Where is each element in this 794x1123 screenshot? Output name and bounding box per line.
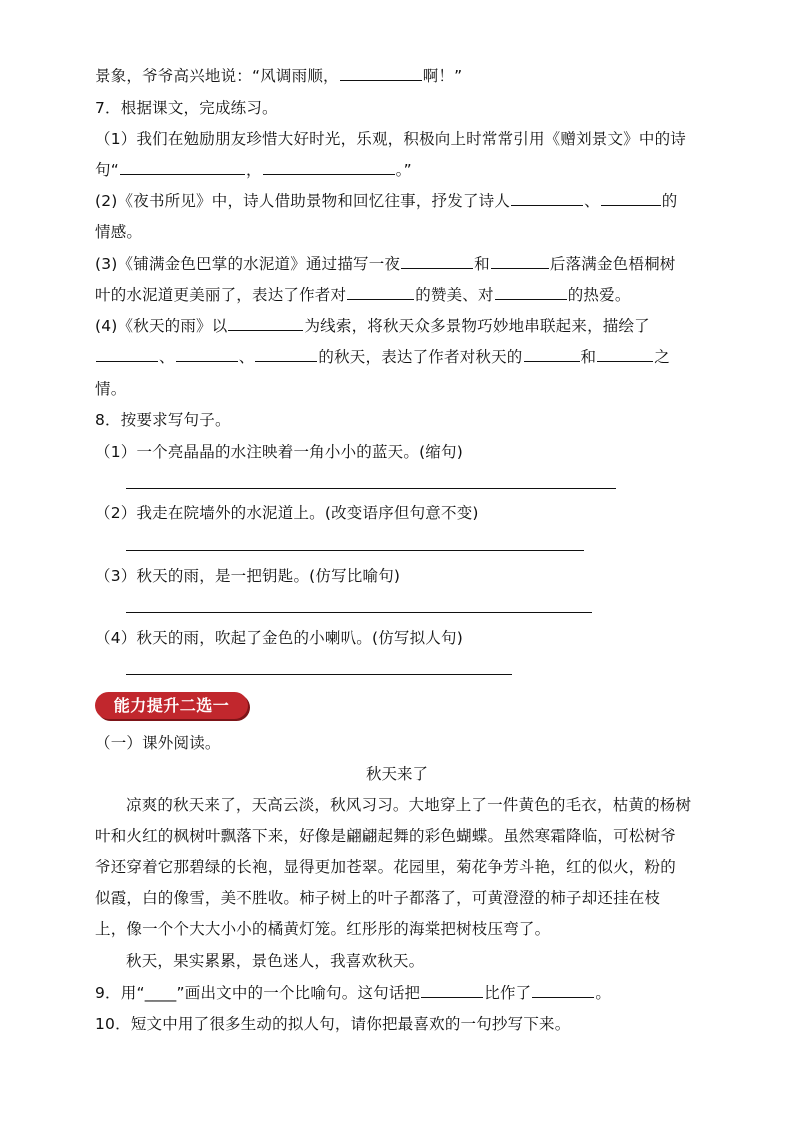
section-badge — [95, 692, 248, 719]
answer-blank[interactable] — [401, 254, 473, 269]
answer-blank[interactable] — [524, 347, 580, 362]
intro-text: 景象，爷爷高兴地说：“风调雨顺， — [95, 67, 339, 85]
question-9-text — [95, 983, 611, 1003]
q9-stem: 9．用“ — [95, 984, 145, 1002]
answer-blank[interactable] — [491, 254, 549, 269]
q9-mid: ”画出文中的一个比喻句。这句话把 — [176, 984, 421, 1002]
question-7-4-text-end: 情。 — [95, 380, 127, 398]
passage-line: 秋天，果实累累，景色迷人，我喜欢秋天。 — [126, 952, 425, 970]
answer-blank[interactable] — [96, 347, 158, 362]
answer-blank[interactable] — [263, 160, 395, 175]
question-8-3-text: （3）秋天的雨，是一把钥匙。(仿写比喻句) — [95, 567, 401, 585]
q9-mid2: 比作了 — [484, 984, 532, 1002]
answer-line[interactable] — [126, 488, 616, 489]
q7-3-tail: 的热爱。 — [567, 286, 631, 304]
answer-blank[interactable] — [347, 285, 414, 300]
passage-line: 叶和火红的枫树叶飘落下来，好像是翩翩起舞的彩色蝴蝶。虽然寒霜降临，可松树爷 — [95, 827, 676, 845]
q7-4-end: 之 — [654, 348, 670, 366]
answer-blank[interactable] — [532, 983, 594, 998]
question-8-2-text: （2）我走在院墙外的水泥道上。(改变语序但句意不变) — [95, 504, 479, 522]
answer-line[interactable] — [126, 550, 584, 551]
answer-blank[interactable] — [495, 285, 567, 300]
question-7-1-text: （1）我们在勉励朋友珍惜大好时光，乐观，积极向上时常常引用《赠刘景文》中的诗 — [95, 130, 686, 148]
answer-blank[interactable] — [228, 316, 303, 331]
q7-3-cont: 叶的水泥道更美丽了，表达了作者对 — [95, 286, 347, 304]
answer-line[interactable] — [126, 612, 592, 613]
q7-2-end: 的 — [661, 192, 678, 210]
question-7-4-text-cont — [95, 347, 670, 367]
q7-3-end: 后落满金色梧桐树 — [549, 255, 676, 273]
q7-3-mid: 的赞美、对 — [415, 286, 494, 304]
conj: 和 — [580, 348, 597, 366]
intro-line — [95, 66, 462, 86]
answer-blank[interactable] — [255, 347, 317, 362]
answer-blank[interactable] — [597, 347, 653, 362]
q7-4-stem: (4)《秋天的雨》以 — [95, 317, 228, 335]
passage-line: 上，像一个个大大小小的橘黄灯笼。红彤彤的海棠把树枝压弯了。 — [95, 920, 551, 938]
reading-section-heading: （一）课外阅读。 — [95, 734, 221, 752]
answer-line[interactable] — [126, 674, 512, 675]
question-8-4-text: （4）秋天的雨，吹起了金色的小喇叭。(仿写拟人句) — [95, 629, 463, 647]
question-7-2-text — [95, 191, 677, 211]
intro-text-end: 啊！” — [422, 67, 463, 85]
answer-blank[interactable] — [511, 191, 583, 206]
quote-open: 句“ — [95, 161, 119, 179]
q7-4-cont: 的秋天，表达了作者对秋天的 — [318, 348, 523, 366]
answer-blank[interactable] — [340, 66, 422, 81]
question-7-3-text-cont — [95, 285, 631, 305]
question-7-4-text — [95, 316, 650, 336]
separator: 、 — [584, 192, 600, 210]
separator: 、 — [238, 348, 255, 366]
question-8-heading: 8．按要求写句子。 — [95, 411, 231, 429]
q9-end: 。 — [595, 984, 612, 1002]
passage-line: 似霞，白的像雪，美不胜收。柿子树上的叶子都落了，可黄澄澄的柿子却还挂在枝 — [95, 889, 661, 907]
passage-line: 凉爽的秋天来了，天高云淡，秋风习习。大地穿上了一件黄色的毛衣，枯黄的杨树 — [126, 796, 692, 814]
comma: ， — [245, 161, 262, 179]
question-7-3-text — [95, 254, 675, 274]
q7-4-mid: 为线索，将秋天众多景物巧妙地串联起来，描绘了 — [304, 317, 650, 335]
answer-blank[interactable] — [120, 160, 245, 175]
answer-blank[interactable] — [421, 983, 483, 998]
q7-3-stem: (3)《铺满金色巴掌的水泥道》通过描写一夜 — [95, 255, 401, 273]
question-7-2-text-cont: 情感。 — [95, 223, 143, 241]
section-badge-label: 能力提升二选一 — [113, 696, 230, 715]
question-7-heading: 7．根据课文，完成练习。 — [95, 99, 278, 117]
answer-blank[interactable] — [601, 191, 661, 206]
question-10-text: 10．短文中用了很多生动的拟人句，请你把最喜欢的一句抄写下来。 — [95, 1015, 571, 1033]
passage-line: 爷还穿着它那碧绿的长袍，显得更加苍翠。花园里，菊花争芳斗艳，红的似火，粉的 — [95, 858, 676, 876]
quote-close: 。” — [395, 161, 412, 179]
answer-blank[interactable] — [176, 347, 238, 362]
q7-2-stem: (2)《夜书所见》中，诗人借助景物和回忆往事，抒发了诗人 — [95, 192, 511, 210]
passage-title: 秋天来了 — [365, 765, 428, 783]
question-7-1-answer-line — [95, 160, 412, 180]
separator: 、 — [159, 348, 175, 366]
conj: 和 — [474, 255, 490, 273]
question-8-1-text: （1）一个亮晶晶的水注映着一角小小的蓝天。(缩句) — [95, 443, 463, 461]
underline-mark: ____ — [144, 984, 177, 1002]
